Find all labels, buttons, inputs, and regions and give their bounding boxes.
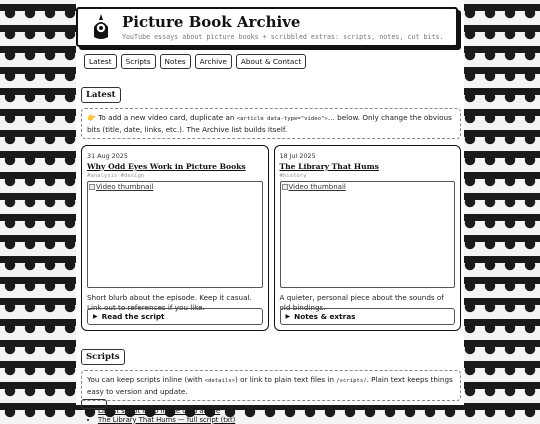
disclosure-triangle-icon: ▶ [286,313,291,320]
card-title-link[interactable]: The Library That Hums [280,162,456,171]
latest-script-link[interactable]: Latest script is up in the card above [98,407,220,415]
main-nav [84,54,464,69]
card-tags: #history [280,173,456,179]
details-label: Read the script [102,312,165,321]
read-script-toggle[interactable] [87,308,263,325]
nav-notes[interactable]: Notes [160,54,191,69]
card-date: 18 Jul 2025 [280,152,456,160]
page [76,0,464,405]
details-label: Notes & extras [294,312,355,321]
notes-extras-toggle[interactable] [280,308,456,325]
thumbnail-alt-text: Video thumbnail [96,183,153,191]
latest-note-suffix: … below. Only change the obvious bits (title, date, links, etc.). The Archive list builds itself. [87,113,452,134]
scripts-heading: Scripts [81,349,125,365]
scripts-link-list [76,407,464,424]
latest-heading: Latest [81,87,121,103]
scripts-section [76,344,464,424]
scripts-note-text: . Plain text keeps things easy to version and update. [87,375,453,396]
video-cards [81,145,461,331]
video-card [274,145,462,331]
broken-image-icon [282,184,288,190]
nav-scripts[interactable]: Scripts [121,54,156,69]
list-item [98,416,464,424]
video-thumbnail[interactable] [87,181,263,288]
next-section-heading [81,399,107,409]
site-header [76,7,458,47]
nav-about-contact[interactable]: About & Contact [236,54,306,69]
scripts-note-code: /scripts/ [336,378,366,384]
card-blurb: Short blurb about the episode. Keep it casual. Link out to references if you like. [87,293,263,312]
list-item [98,407,464,416]
card-date: 31 Aug 2025 [87,152,263,160]
video-card [81,145,269,331]
latest-note-code: <article data-type="video"> [237,116,328,122]
video-thumbnail[interactable] [280,181,456,288]
latest-note-prefix: 👉 To add a new video card, duplicate an [87,113,237,122]
disclosure-triangle-icon: ▶ [93,313,98,320]
card-blurb: A quieter, personal piece about the sounds of old bindings. [280,293,456,312]
scripts-note-text: ) or link to plain text files in [235,375,336,384]
scripts-note-code: <details> [205,378,235,384]
site-tagline: YouTube essays about picture books + scribbled extras: scripts, notes, cut bits. [122,33,444,41]
thumbnail-alt-text: Video thumbnail [289,183,346,191]
nav-latest[interactable]: Latest [84,54,117,69]
scripts-note-text: You can keep scripts inline (with [87,375,205,384]
scripts-note [81,370,461,401]
card-title-link[interactable]: Why Odd Eyes Work in Picture Books [87,162,263,171]
library-script-link[interactable]: The Library That Hums — full script (txt) [98,416,235,424]
mascot-logo-icon [90,13,112,41]
latest-note [81,108,461,139]
site-title: Picture Book Archive [122,14,444,31]
broken-image-icon [89,184,95,190]
broken-image-placeholder [282,183,346,191]
nav-archive[interactable]: Archive [195,54,232,69]
latest-section [76,82,464,331]
broken-image-placeholder [89,183,153,191]
card-tags: #analysis #design [87,173,263,179]
